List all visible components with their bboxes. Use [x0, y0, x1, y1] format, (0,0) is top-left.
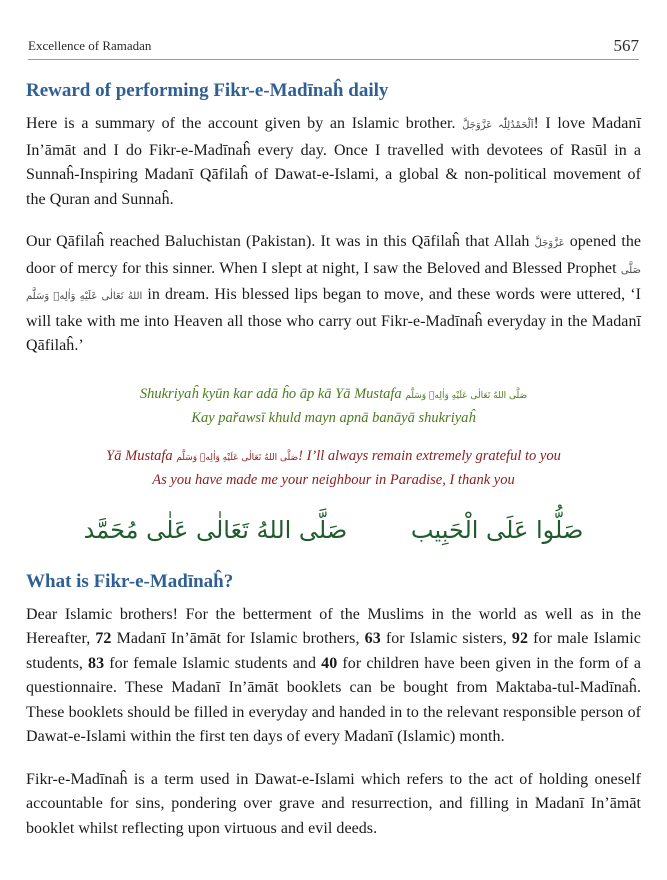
durood-part: صَلُّوا عَلَى الْحَبِيب	[410, 515, 584, 544]
section-heading-reward: Reward of performing Fikr-e-Madīnaĥ daily	[26, 80, 389, 101]
running-title: Excellence of Ramadan	[28, 38, 152, 53]
durood-part: صَلَّى اللهُ تَعَالٰى عَلٰى مُحَمَّد	[83, 515, 348, 544]
page-header	[28, 36, 639, 56]
number-bold: 92	[511, 630, 529, 647]
page-body	[26, 78, 641, 841]
page-number: 567	[613, 36, 639, 55]
poem-line	[26, 445, 641, 469]
text-run: for female Islamic students and	[109, 654, 317, 672]
poem-couplet-transliteration	[26, 383, 641, 429]
poem-text: Yā Mustafa	[106, 447, 173, 464]
durood-calligraphy	[26, 513, 641, 547]
text-run: Here is a summary of the account given by an Islamic brother.	[26, 115, 456, 132]
arabic-phrase-salutation: صَلَّى اللهُ تَعَالٰى عَلَيْهِ وَاٰلِهٖ وَسَلَّم	[405, 390, 528, 401]
poem-line: As you have made me your neighbour in Paradise, I thank you	[152, 471, 515, 488]
section-heading-what-is: What is Fikr-e-Madīnaĥ?	[26, 570, 234, 592]
paragraph-definition: Fikr-e-Madīnaĥ is a term used in Dawat-e-Islami which refers to the act of holding oneself accountable for sins, pondering over grave and resurrection, and filling in Madanī In’āmāt booklet whilst reflecting upon virtuous and evil deeds.	[26, 770, 641, 837]
paragraph-madani-inamat	[26, 603, 641, 750]
arabic-phrase-salutation: صَلَّى اللهُ تَعَالٰى عَلَيْهِ وَاٰلِهٖ وَسَلَّم	[26, 264, 641, 302]
text-run: for Islamic sisters,	[385, 630, 507, 647]
text-run: in dream. His blessed lips began to move, and these words were uttered, ‘I will take with me into Heaven all those who carry out Fikr-e-Madīnaĥ everyday in the Madanī Qāfilaĥ.’	[26, 286, 642, 354]
header-divider	[28, 59, 639, 60]
paragraph-summary	[26, 112, 641, 212]
number-bold: 72	[95, 630, 112, 647]
arabic-phrase-salutation: صَلَّى اللهُ تَعَالٰى عَلَيْهِ وَاٰلِهٖ وَسَلَّم	[176, 452, 299, 463]
poem-line: Kay pařawsī khuld mayn apnā banāyā shukriyaĥ	[191, 409, 476, 426]
text-run: for children have been given in the form of a questionnaire. These Madanī In’āmāt booklets can be bought from Maktaba-tul-Madīnaĥ. These booklets should be filled in everyday and handed in to the relevant responsible person of Dawat-e-Islami within the first ten days of every Madanī (Islamic) month.	[26, 654, 641, 745]
number-bold: 83	[88, 654, 105, 672]
arabic-phrase-alhamdulillah: اَلْحَمْدُلِلّٰہ عَزَّوَجَلَّ	[462, 120, 534, 131]
poem-text: Shukriyaĥ kyūn kar adā ĥo āp kā Yā Mustafa	[139, 385, 402, 402]
arabic-phrase-azzawajal: عَزَّوَجَلَّ	[534, 238, 565, 249]
text-run: for male Islamic students,	[26, 630, 641, 672]
text-run: Madanī In’āmāt for Islamic brothers,	[116, 630, 360, 647]
number-bold: 40	[321, 654, 338, 672]
poem-line	[26, 383, 641, 407]
poem-couplet-translation	[26, 445, 641, 491]
text-run: ! I love Madanī In’āmāt and I do Fikr-e-Madīnaĥ every day. Once I travelled with devotees of Rasūl in a Sunnaĥ-Inspiring Madanī Qāfilaĥ of Dawat-e-Islami, a global & non-political movement of the Quran and Sunnaĥ.	[26, 115, 641, 208]
text-run: Our Qāfilaĥ reached Baluchistan (Pakistan). It was in this Qāfilaĥ that Allah	[26, 233, 530, 250]
poem-text: ! I’ll always remain extremely grateful to you	[298, 447, 561, 464]
text-run: Dear Islamic brothers! For the betterment of the Muslims in the world as well as in the Hereafter,	[26, 605, 641, 647]
number-bold: 63	[364, 630, 381, 647]
paragraph-qafilah	[26, 230, 641, 359]
text-run: opened the door of mercy for this sinner. When I slept at night, I saw the Beloved and Blessed Prophet	[26, 233, 642, 277]
